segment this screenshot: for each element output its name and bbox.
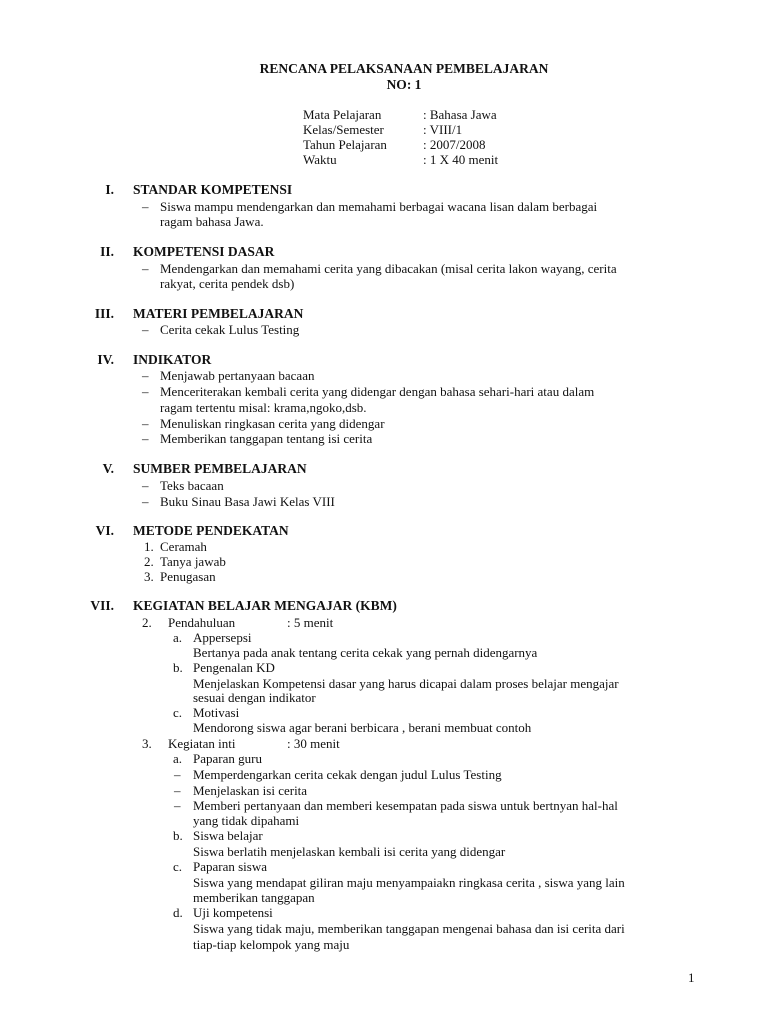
bullet-dash: –	[174, 783, 181, 798]
sub-description: tiap-tiap kelompok yang maju	[193, 937, 350, 952]
sub-letter: a.	[173, 751, 183, 766]
phase-number: 3.	[142, 736, 152, 751]
list-item: Memberi pertanyaan dan memberi kesempatan pada siswa untuk bertnyan hal-hal	[193, 798, 618, 813]
section-heading: SUMBER PEMBELAJARAN	[133, 461, 307, 476]
bullet-dash: –	[142, 416, 149, 431]
bullet-dash: –	[142, 368, 149, 383]
list-item: Menuliskan ringkasan cerita yang didengar	[160, 416, 385, 431]
info-value-class: : VIII/1	[423, 122, 463, 137]
section-number: II.	[100, 244, 114, 259]
bullet-dash: –	[142, 478, 149, 493]
list-item: Menjawab pertanyaan bacaan	[160, 368, 315, 383]
info-label-year: Tahun Pelajaran	[303, 137, 387, 152]
list-item: Buku Sinau Basa Jawi Kelas VIII	[160, 494, 335, 509]
list-number: 2.	[144, 554, 154, 569]
section-number: IV.	[97, 352, 114, 367]
phase-duration: : 30 menit	[287, 736, 340, 751]
sub-description: Siswa berlatih menjelaskan kembali isi cerita yang didengar	[193, 844, 506, 859]
section-heading: METODE PENDEKATAN	[133, 523, 289, 538]
sub-description: memberikan tanggapan	[193, 890, 315, 905]
sub-title: Pengenalan KD	[193, 660, 275, 675]
sub-letter: d.	[173, 905, 183, 920]
sub-title: Appersepsi	[193, 630, 252, 645]
section-heading: KOMPETENSI DASAR	[133, 244, 275, 259]
phase-title: Kegiatan inti	[168, 736, 236, 751]
document-number: NO: 1	[386, 77, 422, 92]
sub-description: sesuai dengan indikator	[193, 690, 316, 705]
bullet-dash: –	[142, 322, 149, 337]
list-item: Mendengarkan dan memahami cerita yang dibacakan (misal cerita lakon wayang, cerita	[160, 261, 617, 276]
list-item: Memberikan tanggapan tentang isi cerita	[160, 431, 373, 446]
section-heading: STANDAR KOMPETENSI	[133, 182, 293, 197]
bullet-dash: –	[142, 261, 149, 276]
section-heading: MATERI PEMBELAJARAN	[133, 306, 304, 321]
info-value-time: : 1 X 40 menit	[423, 152, 499, 167]
sub-description: Bertanya pada anak tentang cerita cekak yang pernah didengarnya	[193, 645, 538, 660]
sub-title: Uji kompetensi	[193, 905, 273, 920]
section-heading: INDIKATOR	[133, 352, 212, 367]
list-item: Penugasan	[160, 569, 216, 584]
list-item: Teks bacaan	[160, 478, 224, 493]
section-number: I.	[105, 182, 114, 197]
info-label-time: Waktu	[303, 152, 337, 167]
list-item: Ceramah	[160, 539, 207, 554]
list-item: Menceriterakan kembali cerita yang didengar dengan bahasa sehari-hari atau dalam	[160, 384, 595, 399]
sub-letter: c.	[173, 705, 183, 720]
phase-number: 2.	[142, 615, 152, 630]
list-item: Cerita cekak Lulus Testing	[160, 322, 300, 337]
list-item-continued: ragam tertentu misal: krama,ngoko,dsb.	[160, 400, 367, 415]
page-number: 1	[688, 970, 695, 985]
sub-description: Menjelaskan Kompetensi dasar yang harus dicapai dalam proses belajar mengajar	[193, 676, 619, 691]
bullet-dash: –	[142, 431, 149, 446]
bullet-dash: –	[142, 384, 149, 399]
info-label-class: Kelas/Semester	[303, 122, 384, 137]
section-number: VI.	[95, 523, 114, 538]
phase-title: Pendahuluan	[168, 615, 236, 630]
section-number: VII.	[90, 598, 114, 613]
list-number: 1.	[144, 539, 154, 554]
info-value-subject: : Bahasa Jawa	[423, 107, 497, 122]
sub-description: Siswa yang mendapat giliran maju menyampaiakn ringkasa cerita , siswa yang lain	[193, 875, 625, 890]
info-label-subject: Mata Pelajaran	[303, 107, 382, 122]
list-item-continued: ragam bahasa Jawa.	[160, 214, 264, 229]
sub-description: Siswa yang tidak maju, memberikan tanggapan mengenai bahasa dan isi cerita dari	[193, 921, 625, 936]
list-item: Tanya jawab	[160, 554, 226, 569]
bullet-dash: –	[142, 494, 149, 509]
bullet-dash: –	[174, 798, 181, 813]
list-number: 3.	[144, 569, 154, 584]
info-value-year: : 2007/2008	[423, 137, 486, 152]
document-title: RENCANA PELAKSANAAN PEMBELAJARAN	[259, 61, 549, 76]
bullet-dash: –	[142, 199, 149, 214]
bullet-dash: –	[174, 767, 181, 782]
sub-title: Paparan siswa	[193, 859, 268, 874]
sub-letter: a.	[173, 630, 183, 645]
list-item-continued: yang tidak dipahami	[193, 813, 300, 828]
sub-letter: c.	[173, 859, 183, 874]
sub-letter: b.	[173, 828, 183, 843]
sub-title: Motivasi	[193, 705, 240, 720]
sub-letter: b.	[173, 660, 183, 675]
sub-description: Mendorong siswa agar berani berbicara , berani membuat contoh	[193, 720, 532, 735]
list-item: Siswa mampu mendengarkan dan memahami berbagai wacana lisan dalam berbagai	[160, 199, 598, 214]
list-item: Menjelaskan isi cerita	[193, 783, 308, 798]
sub-title: Paparan guru	[193, 751, 262, 766]
phase-duration: : 5 menit	[287, 615, 334, 630]
sub-title: Siswa belajar	[193, 828, 263, 843]
section-heading: KEGIATAN BELAJAR MENGAJAR (KBM)	[133, 598, 397, 613]
list-item: Memperdengarkan cerita cekak dengan judul Lulus Testing	[193, 767, 502, 782]
list-item-continued: rakyat, cerita pendek dsb)	[160, 276, 295, 291]
section-number: III.	[94, 306, 114, 321]
section-number: V.	[102, 461, 114, 476]
